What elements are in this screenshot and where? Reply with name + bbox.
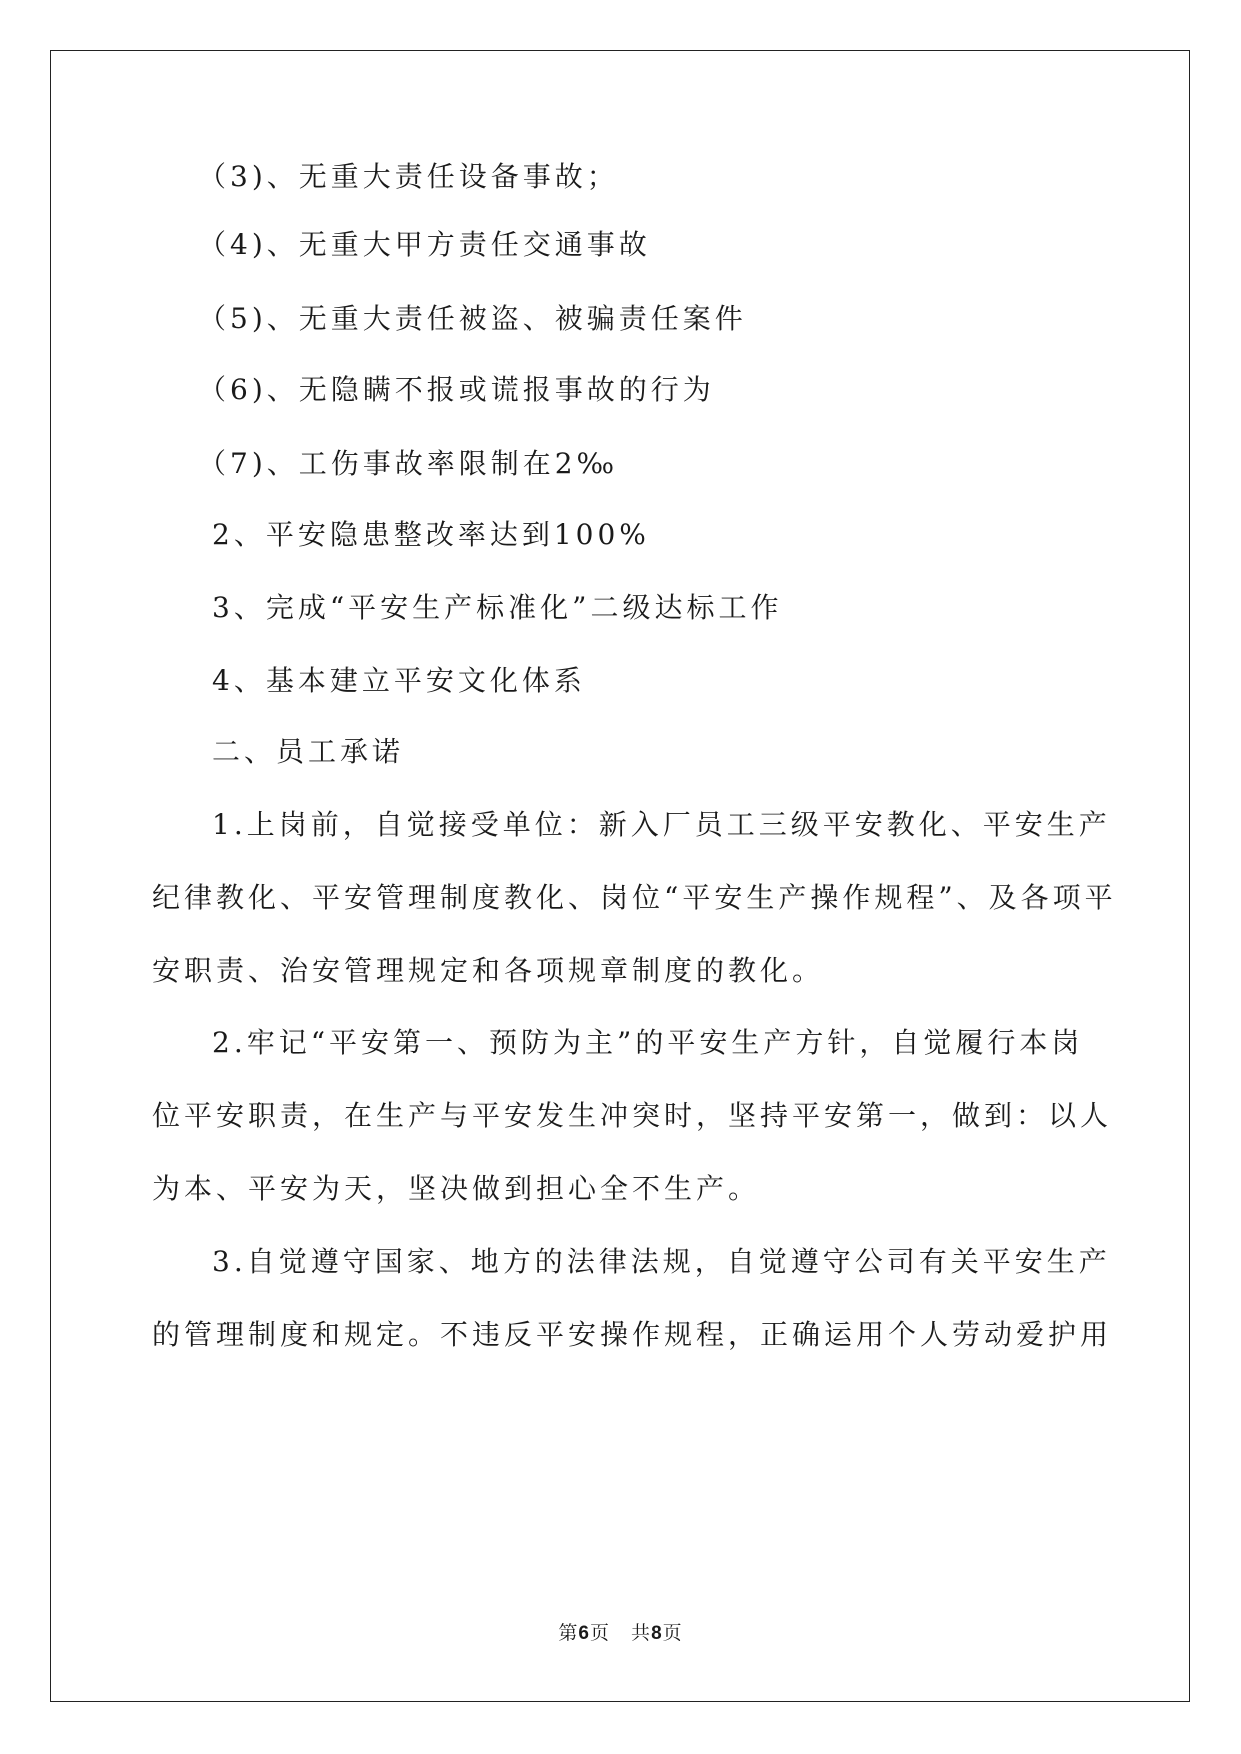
page-footer xyxy=(0,1620,1241,1647)
footer-prefix: 第 xyxy=(558,1622,579,1644)
body-line-13: 位平安职责，在生产与平安发生冲突时，坚持平安第一，做到：以人 xyxy=(152,1099,1113,1132)
body-line-1: （3)、无重大责任设备事故； xyxy=(198,160,619,193)
body-line-16: 的管理制度和规定。不违反平安操作规程，正确运用个人劳动爱护用 xyxy=(152,1318,1113,1351)
page-border xyxy=(50,50,1190,1702)
section-heading: 二、员工承诺 xyxy=(212,735,405,768)
body-line-6: 2、平安隐患整改率达到100% xyxy=(212,518,650,551)
body-line-4: （6)、无隐瞒不报或谎报事故的行为 xyxy=(198,373,715,406)
body-line-3: （5)、无重大责任被盗、被骗责任案件 xyxy=(198,302,747,335)
current-page-number: 6 xyxy=(578,1623,590,1644)
body-line-8: 4、基本建立平安文化体系 xyxy=(212,664,586,697)
body-line-10: 纪律教化、平安管理制度教化、岗位“平安生产操作规程”、及各项平 xyxy=(152,881,1117,914)
body-line-14: 为本、平安为天，坚决做到担心全不生产。 xyxy=(152,1172,761,1205)
total-pages-number: 8 xyxy=(651,1623,663,1644)
body-line-12: 2.牢记“平安第一、预防为主”的平安生产方针，自觉履行本岗 xyxy=(212,1026,1084,1059)
body-line-11: 安职责、治安管理规定和各项规章制度的教化。 xyxy=(152,954,825,987)
body-line-7: 3、完成“平安生产标准化”二级达标工作 xyxy=(212,591,783,624)
body-line-2: （4)、无重大甲方责任交通事故 xyxy=(198,228,651,261)
body-line-9: 1.上岗前，自觉接受单位：新入厂员工三级平安教化、平安生产 xyxy=(212,808,1111,841)
body-line-5: （7)、工伤事故率限制在2‰ xyxy=(198,447,619,480)
footer-middle: 页 共 xyxy=(589,1622,652,1644)
footer-suffix: 页 xyxy=(662,1622,683,1644)
body-line-15: 3.自觉遵守国家、地方的法律法规，自觉遵守公司有关平安生产 xyxy=(212,1245,1111,1278)
